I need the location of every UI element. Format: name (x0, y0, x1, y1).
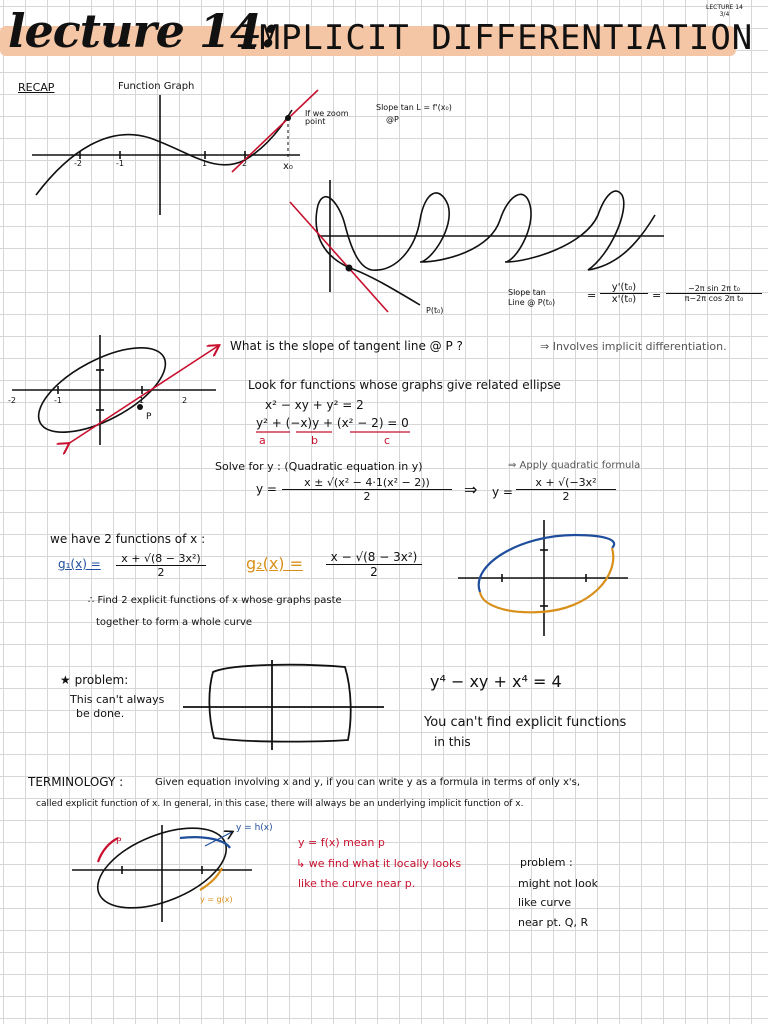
cant-find-note-1: You can't find explicit functions (424, 715, 627, 730)
lecture-number-title: lecture 14: (8, 4, 277, 58)
result-fraction (516, 476, 616, 503)
g2-denominator: 2 (370, 565, 378, 579)
implicit-note: ⇒ Involves implicit differentiation. (540, 340, 727, 353)
quartic-equation: y⁴ − xy + x⁴ = 4 (430, 672, 562, 691)
coef-b: b (311, 434, 318, 447)
recap-tick-neg2: -2 (74, 159, 82, 168)
result-numerator: x + √(−3x² (516, 476, 616, 490)
param-tangent-line (290, 202, 388, 312)
two-functions-intro: we have 2 functions of x : (50, 532, 206, 546)
implies-arrow: ⇒ (464, 480, 478, 499)
recap-label: RECAP (18, 81, 55, 94)
ellipse-p-label: P (146, 412, 152, 422)
x0-label: x₀ (283, 161, 293, 172)
problem-line2: be done. (76, 707, 125, 720)
result-lhs: y = (492, 485, 513, 499)
apply-note: ⇒ Apply quadratic formula (508, 460, 641, 471)
param-frac1-num: y'(t₀) (600, 282, 648, 294)
squarish-curve (209, 665, 350, 742)
red-note-1: y = f(x) mean p (298, 836, 385, 849)
bottom-problem-2: might not look (518, 877, 598, 890)
bottom-problem-1: problem : (520, 856, 573, 869)
corner-date: 3/4 (719, 11, 730, 18)
param-point (346, 265, 353, 272)
param-frac1-den: x'(t₀) (611, 294, 637, 305)
recap-point (285, 115, 291, 121)
bottom-g-branch (200, 868, 222, 890)
find-explicit-line1: ∴ Find 2 explicit functions of x whose graphs paste (88, 595, 342, 606)
param-point-label: P(t₀) (426, 306, 444, 315)
g-label: y = g(x) (200, 895, 233, 904)
look-for-text: Look for functions whose graphs give related ellipse (248, 378, 561, 392)
result-denominator: 2 (562, 490, 570, 503)
param-eq1: = (587, 289, 597, 302)
squarish-curve-graph (183, 660, 384, 750)
quadratic-form: y² + (−x)y + (x² − 2) = 0 (256, 416, 409, 430)
param-frac2-den: π−2π cos 2π t₀ (684, 294, 744, 303)
slope-question: What is the slope of tangent line @ P ? (230, 339, 463, 353)
bottom-problem-4: near pt. Q, R (518, 916, 589, 929)
lower-branch-g2 (480, 548, 613, 612)
split-ellipse-graph (458, 520, 628, 636)
param-frac2-num: −2π sin 2π t₀ (666, 284, 762, 294)
g2-fraction (326, 550, 422, 579)
slope-at-p: @P (386, 115, 399, 124)
cant-find-note-2: in this (434, 735, 471, 749)
bottom-ellipse-graph (72, 812, 252, 924)
problem-label: ★ problem: (60, 673, 129, 687)
ellipse-tick-2: 2 (182, 396, 188, 405)
bottom-p-label: P (116, 837, 122, 847)
solve-text: Solve for y : (Quadratic equation in y) (215, 460, 423, 473)
ellipse-equation: x² − xy + y² = 2 (265, 398, 364, 412)
g2-numerator: x − √(8 − 3x²) (326, 550, 422, 565)
bottom-problem-3: like curve (518, 896, 572, 909)
terminology-line2: called explicit function of x. In general, in this case, there will always be an underlying implicit function of x. (36, 799, 524, 809)
red-note-2: ↳ we find what it locally looks (296, 857, 462, 870)
recap-function-graph (32, 95, 300, 215)
terminology-line1: Given equation involving x and y, if you can write y as a formula in terms of only x's, (155, 777, 581, 788)
ellipse-tick-1: 1 (139, 396, 145, 405)
recap-tick-1: 1 (202, 159, 208, 168)
g1-fraction (116, 552, 206, 579)
g1-numerator: x + √(8 − 3x²) (116, 552, 206, 566)
terminology-label: TERMINOLOGY : (28, 775, 124, 789)
param-slope-label: Slope tan Line @ P(t₀) (508, 288, 556, 307)
problem-line1: This can't always (70, 693, 165, 706)
function-graph-label: Function Graph (118, 81, 195, 92)
g2-name: g₂(x) = (246, 554, 304, 573)
formula-lhs: y = (256, 482, 277, 496)
formula-denominator: 2 (363, 490, 371, 503)
slope-note: Slope tan L = f'(x₀) (376, 103, 452, 112)
g1-name: g₁(x) = (58, 557, 101, 571)
ellipse-tick-neg1: -1 (54, 396, 62, 405)
red-note-3: like the curve near p. (298, 877, 416, 890)
upper-branch-g1 (479, 535, 614, 592)
h-label: y = h(x) (236, 823, 273, 833)
recap-tick-2: 2 (242, 159, 248, 168)
ellipse-tangent-line (68, 346, 218, 444)
g1-lhs (58, 558, 101, 570)
corner-lecture: LECTURE 14 (706, 4, 743, 11)
formula-numerator: x ± √(x² − 4·1(x² − 2)) (282, 476, 452, 490)
coef-c: c (384, 434, 391, 447)
quadratic-formula (282, 476, 452, 503)
find-explicit-line2: together to form a whole curve (96, 617, 253, 628)
param-eq2: = (652, 289, 662, 302)
ellipse-graph (12, 331, 216, 450)
zoom-note: If we zoom point (305, 109, 349, 126)
ellipse-tick-neg2: -2 (8, 396, 16, 405)
page-title: IMPLICIT DIFFERENTIATION (238, 18, 754, 58)
g2-lhs (246, 556, 303, 572)
coef-a: a (259, 434, 266, 447)
param-frac1 (600, 282, 648, 305)
recap-tick-neg1: -1 (116, 159, 124, 168)
g1-denominator: 2 (157, 566, 165, 579)
param-frac2 (666, 284, 762, 303)
